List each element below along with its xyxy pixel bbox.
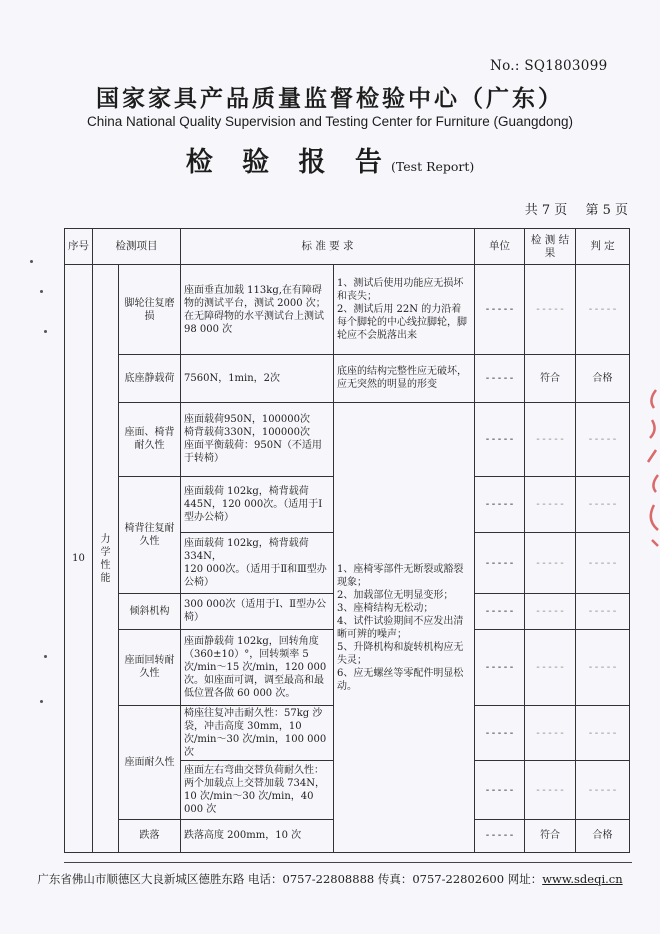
col-unit-header: 单位 <box>475 229 525 265</box>
seq-cell: 10 <box>65 265 93 853</box>
footer-divider <box>64 862 632 863</box>
footer-fax: 传真：0757-22802600 <box>377 872 505 886</box>
result-cell: ----- <box>525 594 576 629</box>
footer-website-label: 网址： <box>507 872 543 886</box>
institution-title-cn: 国家家具产品质量监督检验中心（广东） <box>96 85 564 112</box>
judgement-cell: ----- <box>576 594 630 629</box>
condition-cell: 座面载荷 102kg，椅背载荷 445N，120 000次。（适用于Ⅰ型办公椅） <box>181 476 334 532</box>
judgement-cell: ----- <box>576 629 630 705</box>
report-number: No.: SQ1803099 <box>490 58 608 74</box>
footer <box>0 871 660 887</box>
result-cell: 符合 <box>525 354 576 402</box>
result-cell: ----- <box>525 532 576 593</box>
page-current: 第 5 页 <box>585 203 628 218</box>
judgement-cell: ----- <box>576 403 630 476</box>
condition-cell: 座面左右弯曲交替负荷耐久性：两个加载点上交替加载 734N，10 次/min～30 次/min，40 000 次 <box>181 761 334 819</box>
item-cell: 座面耐久性 <box>119 706 181 820</box>
page-total: 共 7 页 <box>524 203 568 218</box>
unit-cell: ----- <box>475 265 525 355</box>
report-title-cn: 检 验 报 告 <box>185 147 392 178</box>
col-result-header: 检 测 结 果 <box>525 229 576 265</box>
condition-cell: 跌落高度 200mm，10 次 <box>181 819 334 852</box>
test-results-table <box>64 228 630 853</box>
unit-cell: ----- <box>475 403 525 476</box>
unit-cell: ----- <box>475 706 525 761</box>
unit-cell: ----- <box>475 594 525 629</box>
table-row <box>65 265 630 355</box>
requirement-cell: 底座的结构完整性应无破坏，应无突然的明显的形变 <box>334 354 475 402</box>
result-cell: ----- <box>525 403 576 476</box>
seal-stamp-fragment <box>642 380 660 550</box>
item-cell: 底座静载荷 <box>119 354 181 402</box>
result-cell: ----- <box>525 476 576 532</box>
judgement-cell: ----- <box>576 265 630 355</box>
item-cell: 脚轮往复磨损 <box>119 265 181 355</box>
footer-address: 广东省佛山市顺德区大良新城区德胜东路 <box>37 872 245 886</box>
condition-cell: 座面垂直加载 113kg,在有障碍物的测试平台，测试 2000 次；在无障碍物的水平测试台上测试 98 000 次 <box>181 265 334 355</box>
col-requirement-header: 标 准 要 求 <box>181 229 475 265</box>
page-info <box>525 199 628 218</box>
item-cell: 跌落 <box>119 819 181 852</box>
institution-title-en: China National Quality Supervision and Testing Center for Furniture (Guangdong) <box>86 114 574 129</box>
condition-cell: 300 000次（适用于Ⅰ、Ⅱ型办公椅） <box>181 594 334 629</box>
footer-phone: 电话：0757-22808888 <box>248 872 375 886</box>
judgement-cell: 合格 <box>576 819 630 852</box>
judgement-cell: ----- <box>576 761 630 819</box>
result-cell: 符合 <box>525 819 576 852</box>
scan-speck <box>40 700 43 703</box>
shared-requirement-cell: 1、座椅零部件无断裂或豁裂现象； 2、加载部位无明显变形； 3、座椅结构无松动； 4、试件试验期间不应发出清晰可辨的噪声； 5、升降机构和旋转机构应无失灵； 6、应无螺丝等零配件明显松动。 <box>334 403 475 853</box>
judgement-cell: 合格 <box>576 354 630 402</box>
item-cell: 座面、椅背耐久性 <box>119 403 181 476</box>
result-cell: ----- <box>525 706 576 761</box>
judgement-cell: ----- <box>576 532 630 593</box>
condition-cell: 座面静载荷 102kg，回转角度（360±10）°，回转频率 5 次/min～15 次/min，120 000 次。如座面可调，调至最高和最低位置各做 60 000 次。 <box>181 629 334 705</box>
table-row <box>65 354 630 402</box>
table-header-row <box>65 229 630 265</box>
item-cell: 椅背往复耐久性 <box>119 476 181 594</box>
report-title <box>0 140 660 179</box>
unit-cell: ----- <box>475 629 525 705</box>
unit-cell: ----- <box>475 354 525 402</box>
unit-cell: ----- <box>475 819 525 852</box>
item-cell: 倾斜机构 <box>119 594 181 629</box>
footer-website-link[interactable]: www.sdeqi.cn <box>542 872 623 886</box>
scan-speck <box>30 260 33 263</box>
col-seq-header: 序号 <box>65 229 93 265</box>
col-item-header: 检测项目 <box>93 229 181 265</box>
category-cell: 力学性能 <box>93 265 119 853</box>
scan-speck <box>44 330 47 333</box>
unit-cell: ----- <box>475 476 525 532</box>
condition-cell: 座面载荷 102kg，椅背载荷 334N， 120 000次。（适用于Ⅱ和Ⅲ型办公椅） <box>181 532 334 593</box>
condition-cell: 7560N，1min，2次 <box>181 354 334 402</box>
condition-cell: 椅座往复冲击耐久性：57kg 沙袋，冲击高度 30mm，10 次/min～30 次/min，100 000 次 <box>181 706 334 761</box>
result-cell: ----- <box>525 265 576 355</box>
table-row <box>65 403 630 476</box>
unit-cell: ----- <box>475 761 525 819</box>
judgement-cell: ----- <box>576 476 630 532</box>
unit-cell: ----- <box>475 532 525 593</box>
condition-cell: 座面载荷950N，100000次 椅背载荷330N，100000次 座面平衡载荷：950N（不适用于转椅） <box>181 403 334 476</box>
result-cell: ----- <box>525 761 576 819</box>
scan-speck <box>40 290 43 293</box>
scan-speck <box>44 655 47 658</box>
report-title-en: (Test Report) <box>391 159 475 174</box>
result-cell: ----- <box>525 629 576 705</box>
item-cell: 座面回转耐久性 <box>119 629 181 705</box>
requirement-cell: 1、测试后使用功能应无损坏和丧失； 2、测试后用 22N 的力沿着每个脚轮的中心线拉脚轮，脚轮应不会脱落出来 <box>334 265 475 355</box>
judgement-cell: ----- <box>576 706 630 761</box>
col-judgement-header: 判 定 <box>576 229 630 265</box>
